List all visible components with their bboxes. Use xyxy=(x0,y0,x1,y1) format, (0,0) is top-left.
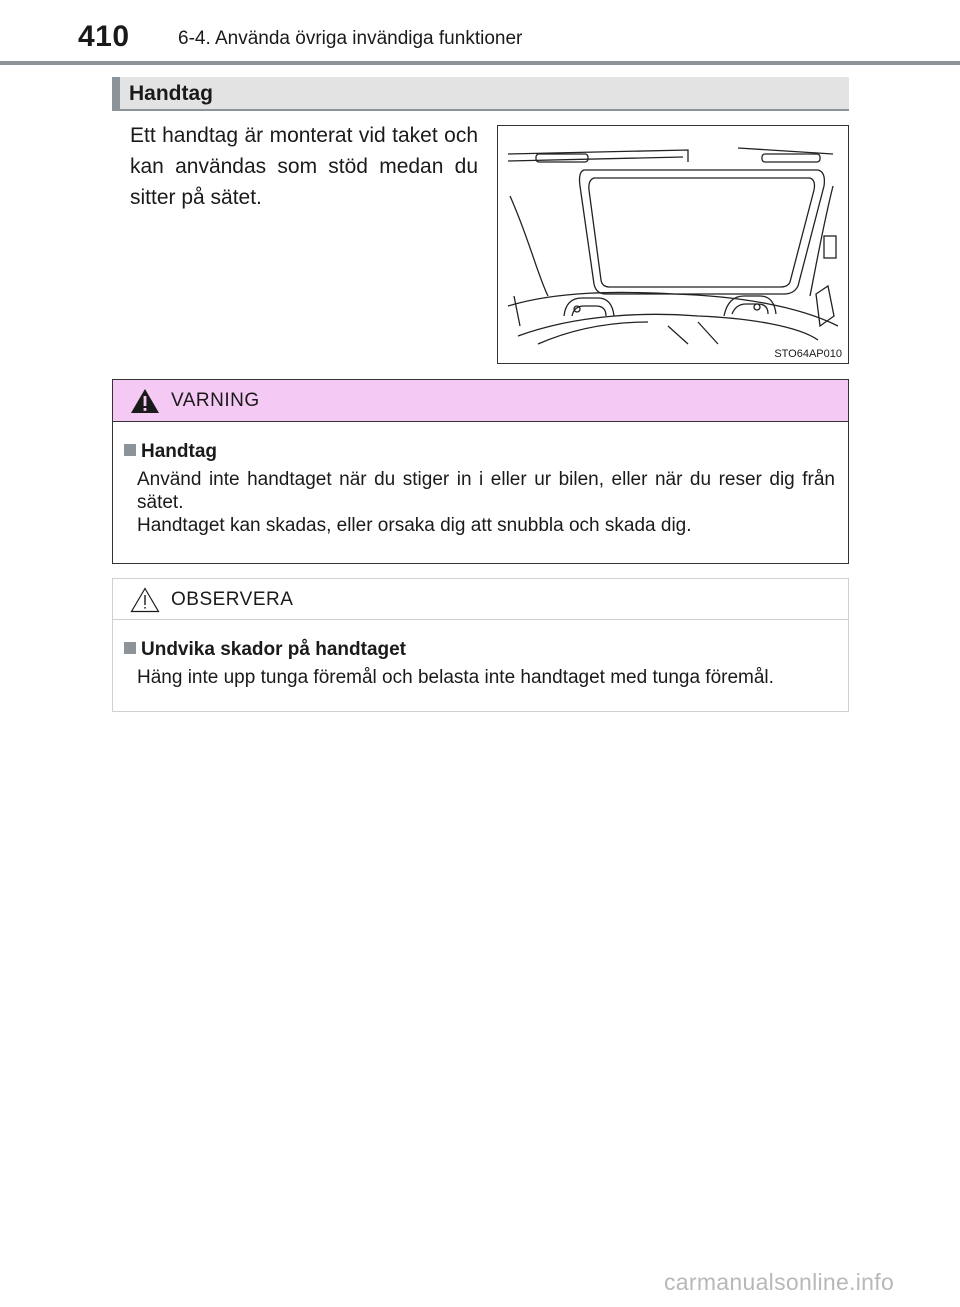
warning-paragraph: Använd inte handtaget när du stiger in i eller ur bilen, eller när du reser dig från sätet. xyxy=(137,469,835,513)
warning-item-title-text: Handtag xyxy=(141,441,217,462)
car-ceiling-handles-drawing xyxy=(498,126,850,365)
warning-header xyxy=(113,380,848,422)
square-bullet-icon xyxy=(124,642,136,654)
notice-body xyxy=(137,666,835,689)
warning-box xyxy=(112,379,849,564)
section-heading-text: Handtag xyxy=(129,82,213,105)
section-heading xyxy=(112,77,849,111)
notice-item-title xyxy=(124,639,406,661)
warning-triangle-icon xyxy=(130,388,160,414)
intro-paragraph: Ett handtag är monterat vid taket och kan användas som stöd medan du sitter på sätet. xyxy=(130,124,478,209)
notice-box xyxy=(112,578,849,712)
warning-item-title xyxy=(124,441,217,463)
notice-header xyxy=(113,579,848,620)
handle-illustration xyxy=(497,125,849,364)
square-bullet-icon xyxy=(124,444,136,456)
header-divider xyxy=(0,61,960,65)
notice-paragraph: Häng inte upp tunga föremål och belasta inte handtaget med tunga föremål. xyxy=(137,667,774,688)
watermark: carmanualsonline.info xyxy=(664,1269,895,1295)
caution-triangle-outline-icon xyxy=(130,587,160,613)
page-number: 410 xyxy=(78,20,130,53)
notice-label: OBSERVERA xyxy=(171,589,294,610)
chapter-title: 6-4. Använda övriga invändiga funktioner xyxy=(178,28,523,49)
warning-label: VARNING xyxy=(171,390,260,411)
warning-body xyxy=(137,468,835,537)
warning-paragraph: Handtaget kan skadas, eller orsaka dig att snubbla och skada dig. xyxy=(137,515,692,536)
figure-code: STO64AP010 xyxy=(774,348,842,360)
heading-accent-bar xyxy=(112,77,120,109)
notice-item-title-text: Undvika skador på handtaget xyxy=(141,639,407,660)
